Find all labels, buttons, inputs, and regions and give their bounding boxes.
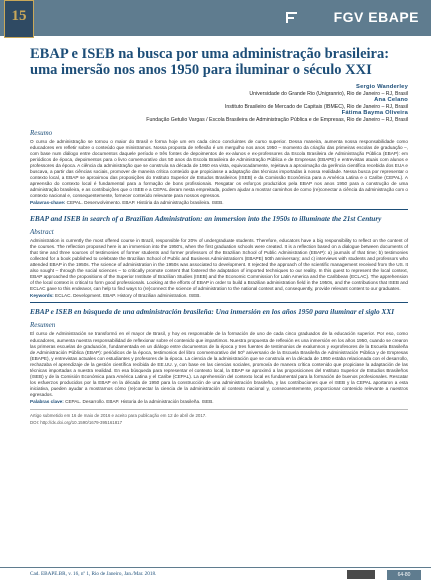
spanish-title: EBAP e ISEB en búsqueda de una administración brasileña: Una inmersión en los años 1950 para iluminar el siglo XXI (30, 307, 395, 317)
journal-logo-badge (4, 0, 34, 38)
english-title: EBAP and ISEB in search of a Brazilian Administration: an immersion into the 1950s to illuminate the 21st Century (30, 214, 382, 224)
journal-header-band (0, 0, 431, 36)
brand-logo: FGV EBAPE (333, 9, 419, 25)
author-name: Ana Celano (374, 97, 408, 104)
author-affiliation: Fundação Getulio Vargas / Escola Brasileira de Administração Pública e de Empresas, Rio de Janeiro – RJ, Brasil (146, 116, 408, 123)
article-meta (30, 409, 408, 426)
creative-commons-icon[interactable] (347, 570, 375, 579)
resumen-text: El curso de Administración se transformó en el mayor de Brasil, y hoy es responsable de la formación de uno de cada cinco graduados de la educación superior. Por eso, como educadores, aumenta nuestra responsabilidad de reflexionar sobre el contenido que impartimos. Nuestra propuesta de reflexión es una inmersión en los años 1950, cuando se crearon las primeras escuelas de graduación, fundamentada en un diálogo entre documentos de la época y tres fuentes de testimonios de exalumnos y exprofesores de la Escuela Brasileña de Administración Pública (EBAP): periódicos de la época, testimonios del libro conmemorativo del 50º aniversario de la Escuela Brasileña de Administración Pública y de Empresas (EBAPE), y entrevistas actuales con estudiantes y profesores de la época. La ciencia de la administración que se construía en la década de 1950 estaba relacionada con el desarrollo, rechazaba el aprendizaje de la gestión científica recibida de EE.UU. y, con base en las ciencias sociales, promovía de manera crítica contenido que propiciase la adaptación de las técnicas importadas a nuestra realidad. En esa búsqueda para representar el contexto local, la EBAP se aproximó a las proposiciones del Instituto Superior de Estudios Brasileños (ISEB) y de la Comisión Económica para América Latina y el Caribe (CEPAL). La aprehensión del contexto local es fundamental para la formación de buenos profesionales. Rescatar los esfuerzos producidos por la EBAP en la década de 1950 para la construcción de una administración brasileña, y las contribuciones que el ISEB y la CEPAL aportaron a esta iniciativa, pueden ayudar a mostrarnos cómo (re)conectar la ciencia de la administración al contexto nacional y, consecuentemente, proporcionar contenido relevante a nuestros egresados. (30, 331, 408, 397)
abstract-text: Administration is currently the most offered course in Brazil, responsible for 20% of undergraduate students. Therefore, educators have a big responsibility to reflect on the content of the courses. The reflection proposed here is an immersion into the 1950's, when the first graduation schools were created. It is a reflection based on a dialogue between documents of that time and three sources of testimonies of former students and former professors of the Brazilian School of Public Administration (EBAP): a) journals of that time; b) testimonies collected for a book published to celebrate the Brazilian School of Public and Business Administration's (EBAPE) 50th anniversary; and c) interviews with students and professors who attended EBAP in the 1950s. The science of administration in the 1950s was associated to development. It rejected the approach of the scientific management received from the US. It also sought – through the social sciences – to critically promote content that fostered the adaptation of imported techniques to our reality. In this quest to represent the local context, EBAP approached the propositions of the Superior Institute of Brazilian Studies (ISEB) and the Economic Commission for Latin America and the Caribbean (ECLAC). The apprehension of the local context is critical to form good professionals. Looking at the efforts of EBAP in order to build a Brazilian administration field in the 1950s, and the contributions that ISEB and ECLAC gave to this endeavor, can help to find ways to (re)connect the science of administration to the national context and, consequently, provide relevant content to our graduates. (30, 238, 408, 292)
keywords-label: Palavras-chave: (30, 200, 66, 206)
author-affiliation: Universidade do Grande Rio (Unigranrio), Rio de Janeiro – RJ, Brasil (249, 90, 408, 97)
resumen-keywords (30, 399, 408, 405)
resumo-keywords (30, 200, 408, 206)
article-title: EBAP e ISEB na busca por uma administração brasileira: uma imersão nos anos 1950 para iluminar o século XXI (30, 46, 390, 78)
page-range: 64-80 (387, 570, 421, 580)
submission-dates: Artigo submetido em 16 de maio de 2016 e aceito para publicação em 12 de abril de 2017. (30, 412, 207, 418)
keywords-text: CEPAL. Desarrollo. EBAP. Historia de la administración brasileña. ISEB. (65, 398, 214, 404)
section-divider (30, 209, 408, 210)
logo-number: 15 (11, 8, 27, 24)
author-name: Sergio Wanderley (356, 84, 408, 90)
resumo-text: O curso de administração se tornou o maior do Brasil e forma hoje um em cada cinco concluintes de curso superior. Dessa maneira, aumenta nossa responsabilidade como educadores em refletir sobre o conteúdo que ministramos. Nossa proposta de reflexão é um mergulho nos anos 1950 – momento da criação das primeiras escolas de graduação –, com base num diálogo entre documentos daquele período e três fontes de depoimentos de ex-alunos e ex-professores da Escola Brasileira de Administração Pública (EBAP): em periódicos de época, depoimentos para o livro comemorativo dos 50 anos da Escola Brasileira de Administração Pública e de Empresas (EBAPE) e entrevistas atuais com alunos e professores da época. A ciência da administração que se construía na década de 1950 era vista, equivocadamente, rejeitava a aproximação da gerência científica recebida dos EUA e buscava, a partir das ciências sociais, promover de maneira crítica conteúdo que propiciasse a adaptação das técnicas importadas à nossa realidade. Nessa busca por representar o contexto local, a EBAP se aproximou das proposições do Instituto Superior de Estudos Brasileiros (ISEB) e da Comissão Econômica para a América Latina e o Caribe (CEPAL). A apreensão do contexto local é fundamental para a formação de bons profissionais. Resgatar os esforços produzidos pela EBAP nos anos 1950 para a construção de uma administração brasileira, e as contribuições que o ISEB e a CEPAL deram nesta empreitada, podem ajudar a mostrar caminhos de como (re)conectar a ciência da administração com o contexto nacional e, consequentemente, fornecer conteúdo relevante para nossos egressos. (30, 138, 408, 198)
section-divider (30, 302, 408, 303)
author-block (30, 97, 408, 110)
keywords-text: CEPAL. Desenvolvimento. EBAP. História da administração brasileira. ISEB. (66, 200, 224, 206)
page-footer (0, 567, 431, 582)
author-block (30, 84, 408, 97)
resumo-label: Resumo (30, 128, 53, 137)
doi-link[interactable]: DOI: http://dx.doi.org/10.1590/1679-395161817 (30, 419, 123, 425)
abstract-keywords (30, 293, 408, 299)
author-affiliation: Instituto Brasileiro de Mercado de Capitais (IBMEC), Rio de Janeiro – RJ, Brasil (224, 103, 408, 110)
keywords-label: Palabras clave: (30, 398, 64, 404)
author-name: Fátima Bayma Oliveira (341, 110, 408, 117)
keywords-label: Keywords: (30, 293, 54, 299)
resumen-label: Resumen (30, 321, 56, 330)
fgv-mark-icon (285, 11, 299, 25)
article-content (30, 46, 408, 426)
journal-citation: Cad. EBAPE.BR, v. 16, nº 1, Rio de Janeiro, Jan./Mar. 2018. (30, 571, 157, 577)
author-block (30, 110, 408, 123)
keywords-text: ECLAC. Development. EBAP. History of Brazilian administration. ISEB. (55, 293, 201, 299)
abstract-label: Abstract (30, 228, 54, 237)
